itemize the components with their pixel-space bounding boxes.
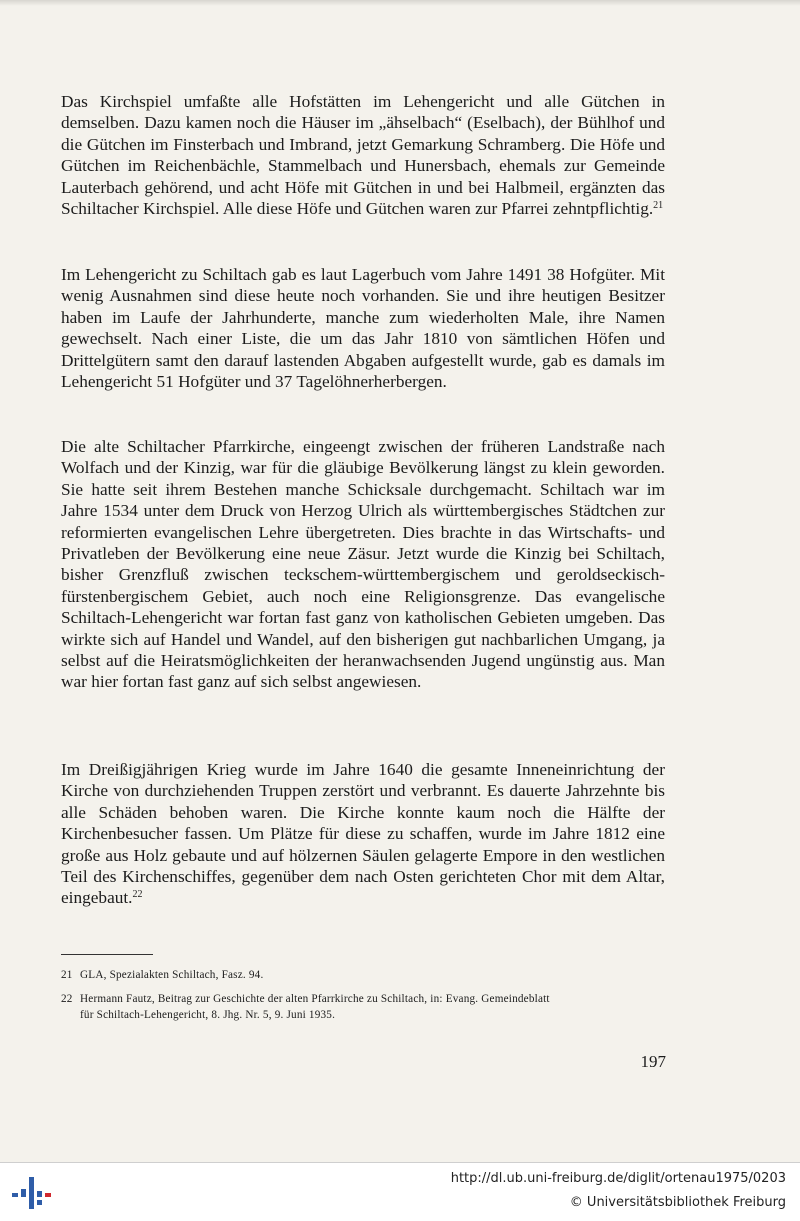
paragraph-text: Das Kirchspiel umfaßte alle Hofstätten im Lehengericht und alle Gütchen in demselben. Dazu kamen noch die Häuser im „ähselbach“ (Eselbach), der Bühlhof und die Gütchen im Finsterbach und Imbrand, jetzt Gemarkung Schramberg. Die Höfe und Gütchen im Reichenbächle, Stammelbach und Hunersbach, ehemals zur Gemeinde Lauterbach gehörend, und acht Höfe mit Gütchen in und bei Halbmeil, ergänzten das Schiltacher Kirchspiel. Alle diese Höfe und Gütchen waren zur Pfarrei zehntpflichtig. xyxy=(61,92,665,219)
permalink-url[interactable]: http://dl.ub.uni-freiburg.de/diglit/ortenau1975/0203 xyxy=(450,1171,786,1186)
ub-freiburg-logo-icon[interactable] xyxy=(9,1173,53,1213)
paragraph-text: Die alte Schiltacher Pfarrkirche, eingeengt zwischen der früheren Landstraße nach Wolfach und der Kinzig, war für die gläubige Bevölkerung längst zu klein geworden. Sie hatte seit ihrem Bestehen manche Schicksale durchgemacht. Schiltach war im Jahre 1534 unter dem Druck von Herzog Ulrich als württembergisches Städtchen zur reformierten evangelischen Lehre übergetreten. Dies brachte in das Wirtschafts- und Privatleben der Bevölkerung eine neue Zäsur. Jetzt wurde die Kinzig bei Schiltach, bisher Grenzfluß zwischen teckschem-württembergischem und geroldseckisch-fürstenbergischem Gebiet, auch noch eine Religionsgrenze. Das evangelische Schiltach-Lehengericht war fortan fast ganz von katholischen Gebieten umgeben. Das wirkte sich auf Handel und Wandel, auf den bisherigen gut nachbarlichen Umgang, ja selbst auf die Heiratsmöglichkeiten der heranwachsenden Jugend ungünstig aus. Man war hier fortan fast ganz auf sich selbst angewiesen. xyxy=(61,437,665,692)
footnote-number: 22 xyxy=(61,993,73,1005)
paragraph-lehengericht xyxy=(61,264,665,392)
footnote-ref-22[interactable]: 22 xyxy=(132,889,143,901)
viewer-footer xyxy=(0,1162,800,1221)
footnote-text: Hermann Fautz, Beitrag zur Geschichte der alten Pfarrkirche zu Schiltach, in: Evang. Gemeindeblatt xyxy=(80,993,550,1005)
footnote-21 xyxy=(61,967,665,983)
footnote-22 xyxy=(61,991,665,1023)
footnote-text-continued: für Schiltach-Lehengericht, 8. Jhg. Nr. 5, 9. Juni 1935. xyxy=(80,1009,336,1021)
footnote-number: 21 xyxy=(61,969,73,981)
page-top-edge xyxy=(0,0,800,6)
page-number: 197 xyxy=(640,1052,666,1071)
paragraph-text: Im Lehengericht zu Schiltach gab es laut Lagerbuch vom Jahre 1491 38 Hofgüter. Mit wenig Ausnahmen sind diese heute noch vorhanden. Sie und ihre heutigen Besitzer haben im Laufe der Jahrhunderte, manche zum wiederholten Male, ihre Namen gewechselt. Nach einer Liste, die um das Jahr 1810 von sämtlichen Höfen und Drittelgütern samt den darauf lastenden Abgaben aufgestellt wurde, gab es damals im Lehengericht 51 Hofgüter und 37 Tagelöhnerherbergen. xyxy=(61,265,665,392)
paragraph-kirchspiel xyxy=(61,91,665,219)
footnote-text: GLA, Spezialakten Schiltach, Fasz. 94. xyxy=(80,969,264,981)
paragraph-text: Im Dreißigjährigen Krieg wurde im Jahre 1640 die gesamte Inneneinrichtung der Kirche von durchziehenden Truppen zerstört und verbrannt. Es dauerte Jahrzehnte bis alle Schäden behoben waren. Die Kirche konnte kaum noch die Hälfte der Kirchenbesucher fassen. Um Plätze für diese zu schaffen, wurde im Jahre 1812 eine große aus Holz gebaute und auf hölzernen Säulen gelagerte Empore in den westlichen Teil des Kirchenschiffes, gegenüber dem nach Osten gerichteten Chor mit dem Altar, eingebaut. xyxy=(61,760,665,908)
paragraph-dreissigjaehriger-krieg xyxy=(61,759,665,909)
footnote-divider xyxy=(61,954,153,955)
footnote-ref-21[interactable]: 21 xyxy=(653,200,664,212)
paragraph-pfarrkirche xyxy=(61,436,665,693)
copyright-notice: © Universitätsbibliothek Freiburg xyxy=(569,1195,786,1210)
